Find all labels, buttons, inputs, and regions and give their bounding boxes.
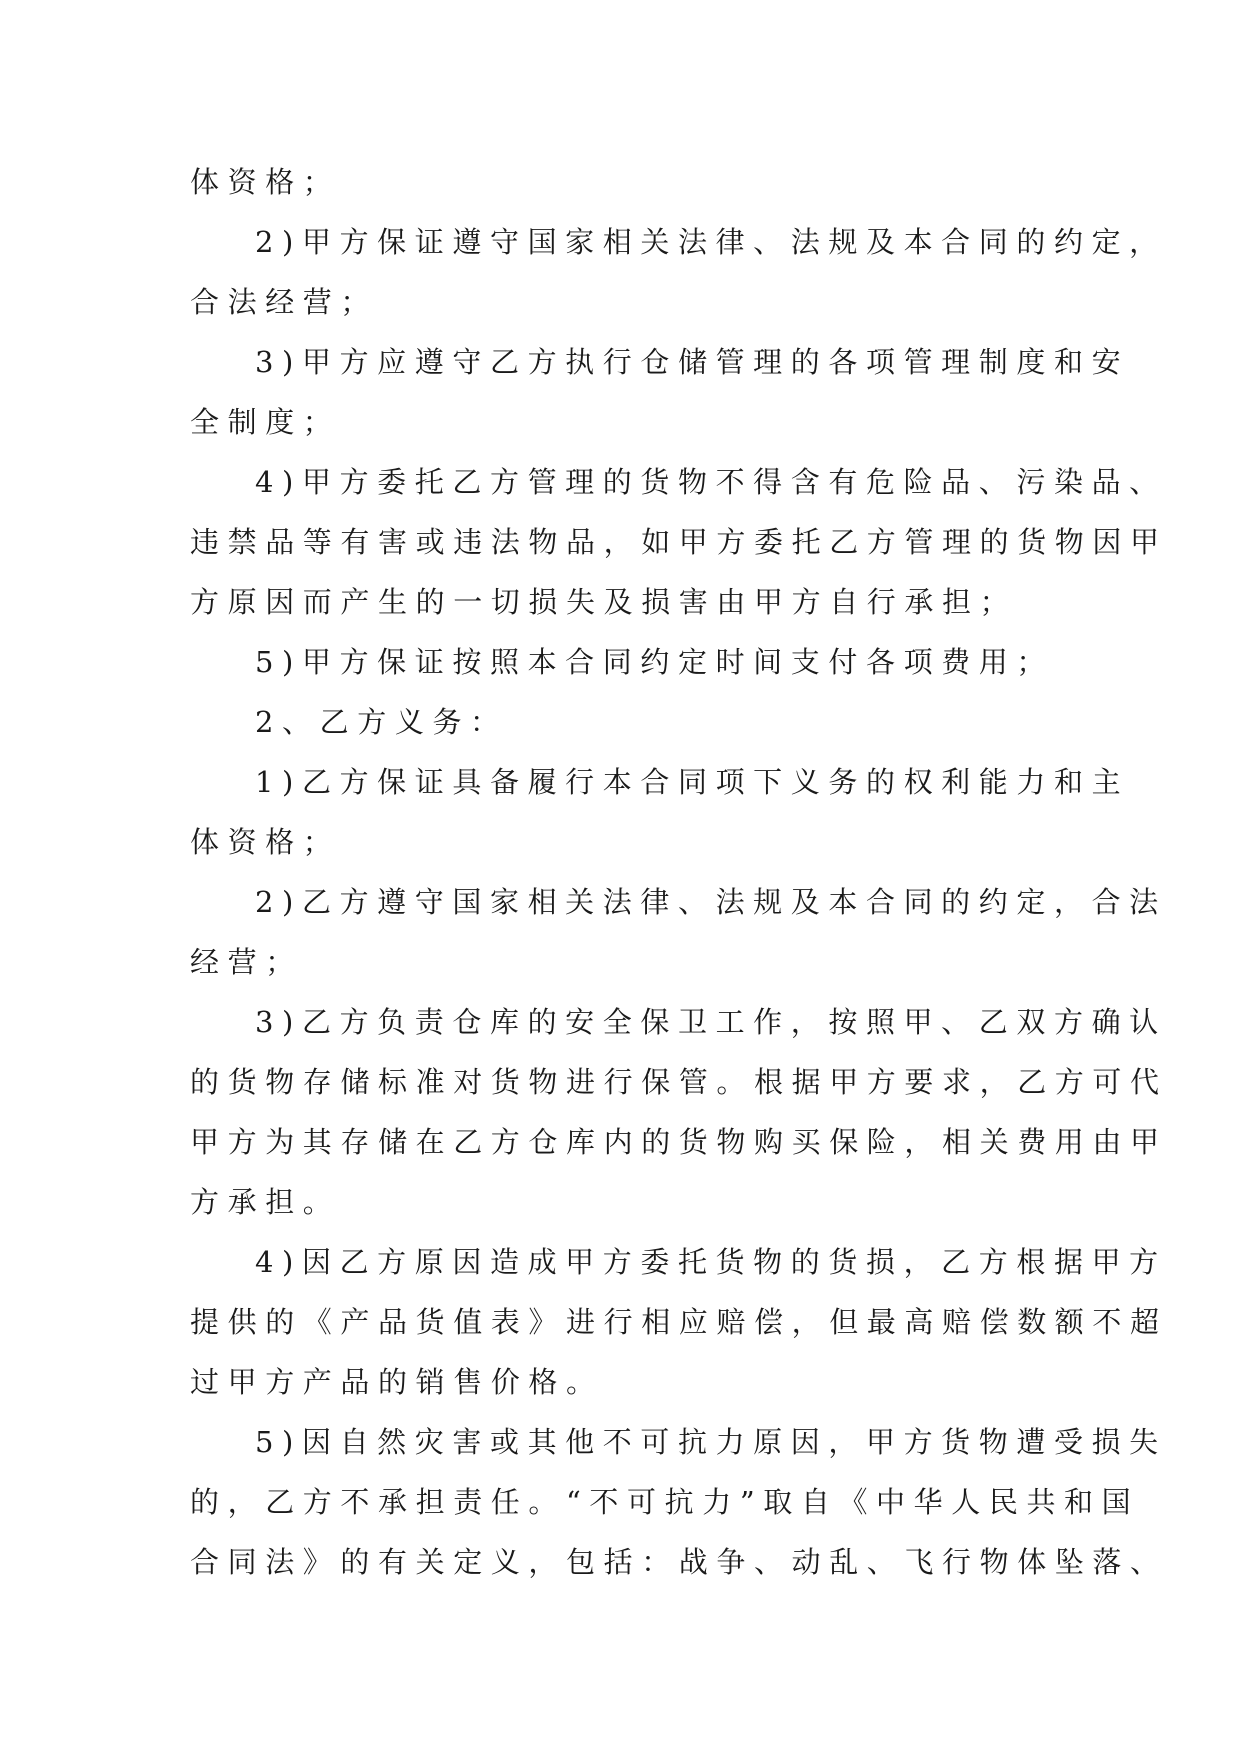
text-line: 3)甲方应遵守乙方执行仓储管理的各项管理制度和安 (255, 345, 1130, 379)
text-line: 方承担。 (190, 1185, 341, 1219)
text-line: 4)因乙方原因造成甲方委托货物的货损，乙方根据甲方 (255, 1245, 1167, 1279)
text-line: 过甲方产品的销售价格。 (190, 1365, 604, 1399)
text-line: 2)甲方保证遵守国家相关法律、法规及本合同的约定， (255, 225, 1167, 259)
text-line: 合法经营； (190, 285, 379, 319)
text-line: 5)甲方保证按照本合同约定时间支付各项费用； (255, 645, 1054, 679)
text-line: 的，乙方不承担责任。“不可抗力”取自《中华人民共和国 (190, 1485, 1140, 1519)
text-line: 体资格； (190, 825, 341, 859)
text-line: 方原因而产生的一切损失及损害由甲方自行承担； (190, 585, 1018, 619)
text-line: 1)乙方保证具备履行本合同项下义务的权利能力和主 (255, 765, 1130, 799)
document-body (190, 152, 1168, 1592)
text-line: 5)因自然灾害或其他不可抗力原因，甲方货物遭受损失 (255, 1425, 1167, 1459)
text-line: 的货物存储标准对货物进行保管。根据甲方要求，乙方可代 (190, 1065, 1168, 1099)
text-line: 违禁品等有害或违法物品，如甲方委托乙方管理的货物因甲 (190, 525, 1168, 559)
text-line: 体资格； (190, 165, 341, 199)
text-line: 经营； (190, 945, 303, 979)
text-line: 3)乙方负责仓库的安全保卫工作，按照甲、乙双方确认 (255, 1005, 1167, 1039)
text-line: 2)乙方遵守国家相关法律、法规及本合同的约定，合法 (255, 885, 1167, 919)
text-line: 合同法》的有关定义，包括：战争、动乱、飞行物体坠落、 (190, 1545, 1168, 1579)
text-line: 甲方为其存储在乙方仓库内的货物购买保险，相关费用由甲 (190, 1125, 1168, 1159)
text-line: 全制度； (190, 405, 341, 439)
section-heading: 2、乙方义务： (255, 705, 508, 739)
text-line: 提供的《产品货值表》进行相应赔偿，但最高赔偿数额不超 (190, 1305, 1168, 1339)
text-line: 4)甲方委托乙方管理的货物不得含有危险品、污染品、 (255, 465, 1167, 499)
